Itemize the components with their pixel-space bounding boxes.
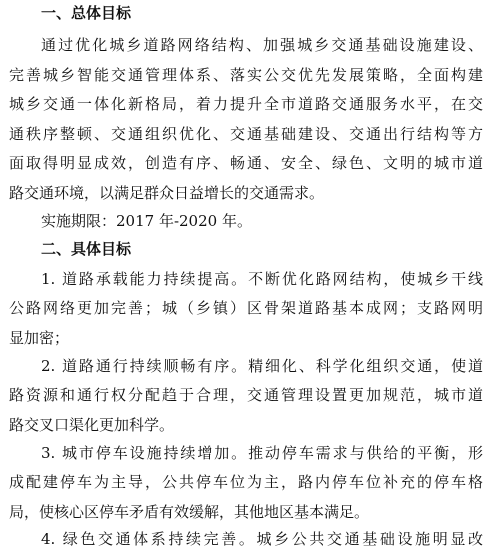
goal-item-3-line: 成配建停车为主导，公共停车位为主，路内停车位补充的停车格 bbox=[9, 473, 483, 491]
goal-item-1-line: 显加密； bbox=[9, 329, 70, 347]
section-heading-overall-goals: 一、总体目标 bbox=[41, 4, 132, 22]
paragraph-line: 完善城乡智能交通管理体系、落实公交优先发展策略，全面构建 bbox=[9, 66, 483, 84]
goal-item-3-line: 3. 城市停车设施持续增加。推动停车需求与供给的平衡，形 bbox=[41, 444, 483, 462]
goal-item-2-line: 路交叉口渠化更加科学。 bbox=[9, 416, 175, 434]
paragraph-line: 通秩序整顿、交通组织优化、交通基础建设、交通出行结构等方 bbox=[9, 125, 483, 143]
goal-item-2-line: 路资源和通行权分配趋于合理，交通管理设置更加规范，城市道 bbox=[9, 386, 483, 404]
section-heading-specific-goals: 二、具体目标 bbox=[41, 240, 132, 258]
goal-item-3-line: 局，使核心区停车矛盾有效缓解，其他地区基本满足。 bbox=[9, 503, 370, 521]
goal-item-1-line: 1. 道路承载能力持续提高。不断优化路网结构，使城乡干线 bbox=[41, 270, 483, 288]
paragraph-line: 通过优化城乡道路网络结构、加强城乡交通基础设施建设、 bbox=[41, 36, 483, 54]
paragraph-line: 城乡交通一体化新格局，着力提升全市道路交通服务水平，在交 bbox=[9, 95, 483, 113]
goal-item-1-line: 公路网络更加完善；城（乡镇）区骨架道路基本成网；支路网明 bbox=[9, 299, 483, 317]
paragraph-line: 路交通环境，以满足群众日益增长的交通需求。 bbox=[9, 184, 325, 202]
goal-item-2-line: 2. 道路通行持续顺畅有序。精细化、科学化组织交通，使道 bbox=[41, 357, 483, 375]
paragraph-line: 面取得明显成效，创造有序、畅通、安全、绿色、文明的城市道 bbox=[9, 154, 483, 172]
implementation-period: 实施期限：2017 年-2020 年。 bbox=[41, 212, 252, 230]
goal-item-4-line: 4. 绿色交通体系持续完善。城乡公共交通基础设施明显改 bbox=[41, 530, 483, 548]
